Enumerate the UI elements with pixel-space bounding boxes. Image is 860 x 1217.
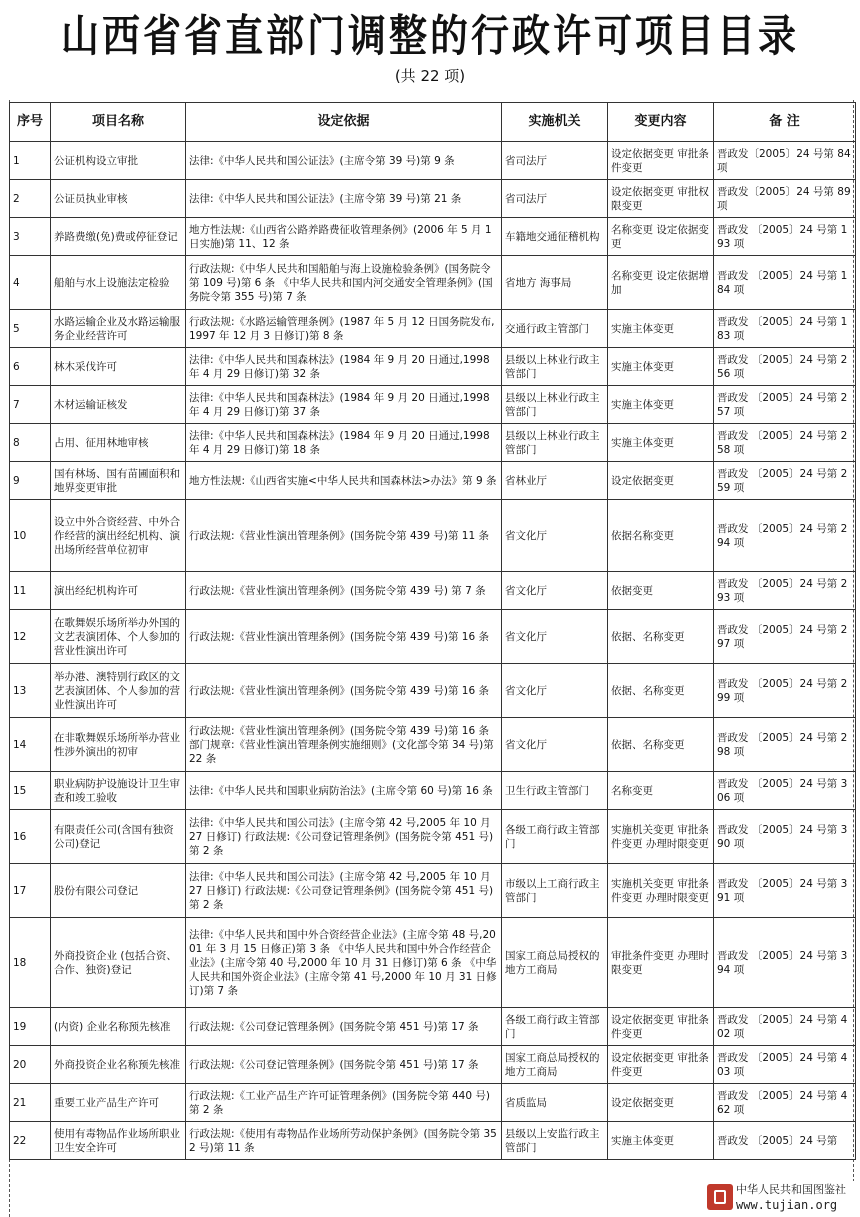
cell-index: 13 <box>10 664 51 718</box>
cell-change: 实施主体变更 <box>608 424 714 462</box>
cell-authority: 各级工商行政主管部门 <box>502 1008 608 1046</box>
cell-index: 18 <box>10 918 51 1008</box>
cell-remark: 晋政发 〔2005〕24 号第 298 项 <box>714 718 856 772</box>
cell-remark: 晋政发 〔2005〕24 号第 403 项 <box>714 1046 856 1084</box>
cell-legal-basis: 行政法规:《使用有毒物品作业场所劳动保护条例》(国务院令第 352 号)第 11 条 <box>186 1122 502 1160</box>
cell-index: 1 <box>10 142 51 180</box>
cell-remark: 晋政发 〔2005〕24 号第 256 项 <box>714 348 856 386</box>
table-row <box>10 718 856 772</box>
cell-index: 10 <box>10 500 51 572</box>
cell-legal-basis: 法律:《中华人民共和国森林法》(1984 年 9 月 20 日通过,1998 年 4 月 29 日修订)第 37 条 <box>186 386 502 424</box>
cell-remark: 晋政发〔2005〕24 号第 89 项 <box>714 180 856 218</box>
table-header-row <box>10 103 856 142</box>
cell-item-name: 在非歌舞娱乐场所举办营业性涉外演出的初审 <box>51 718 186 772</box>
cell-authority: 省地方 海事局 <box>502 256 608 310</box>
cell-change: 设定依据变更 审批权限变更 <box>608 180 714 218</box>
watermark-url: www.tujian.org <box>736 1198 838 1212</box>
cell-change: 实施主体变更 <box>608 1122 714 1160</box>
cell-change: 实施机关变更 审批条件变更 办理时限变更 <box>608 810 714 864</box>
cell-index: 4 <box>10 256 51 310</box>
cell-index: 9 <box>10 462 51 500</box>
table-row <box>10 1046 856 1084</box>
cell-authority: 各级工商行政主管部门 <box>502 810 608 864</box>
cell-legal-basis: 行政法规:《营业性演出管理条例》(国务院令第 439 号) 第 7 条 <box>186 572 502 610</box>
watermark-name: 中华人民共和国图鉴社 <box>736 1183 846 1196</box>
table-row <box>10 1122 856 1160</box>
cell-index: 22 <box>10 1122 51 1160</box>
cell-remark: 晋政发 〔2005〕24 号第 462 项 <box>714 1084 856 1122</box>
cell-authority: 市级以上工商行政主管部门 <box>502 864 608 918</box>
cell-legal-basis: 行政法规:《营业性演出管理条例》(国务院令第 439 号)第 11 条 <box>186 500 502 572</box>
cell-legal-basis: 行政法规:《公司登记管理条例》(国务院令第 451 号)第 17 条 <box>186 1008 502 1046</box>
cell-change: 依据名称变更 <box>608 500 714 572</box>
cell-remark: 晋政发 〔2005〕24 号第 391 项 <box>714 864 856 918</box>
cell-remark: 晋政发 〔2005〕24 号第 183 项 <box>714 310 856 348</box>
permit-table <box>9 102 856 1160</box>
cell-index: 17 <box>10 864 51 918</box>
cell-legal-basis: 地方性法规:《山西省实施<中华人民共和国森林法>办法》第 9 条 <box>186 462 502 500</box>
cell-change: 审批条件变更 办理时限变更 <box>608 918 714 1008</box>
cell-item-name: 重要工业产品生产许可 <box>51 1084 186 1122</box>
cell-index: 3 <box>10 218 51 256</box>
cell-legal-basis: 法律:《中华人民共和国公证法》(主席令第 39 号)第 9 条 <box>186 142 502 180</box>
table-row <box>10 218 856 256</box>
cell-remark: 晋政发 〔2005〕24 号第 297 项 <box>714 610 856 664</box>
cell-index: 16 <box>10 810 51 864</box>
header-index: 序号 <box>10 103 51 142</box>
cell-authority: 交通行政主管部门 <box>502 310 608 348</box>
cell-change: 依据、名称变更 <box>608 718 714 772</box>
table-row <box>10 180 856 218</box>
cell-index: 14 <box>10 718 51 772</box>
cell-authority: 国家工商总局授权的地方工商局 <box>502 1046 608 1084</box>
cell-legal-basis: 法律:《中华人民共和国公证法》(主席令第 39 号)第 21 条 <box>186 180 502 218</box>
header-legal-basis: 设定依据 <box>186 103 502 142</box>
cell-remark: 晋政发 〔2005〕24 号第 <box>714 1122 856 1160</box>
page-title: 山西省省直部门调整的行政许可项目目录 <box>60 10 799 62</box>
cell-index: 8 <box>10 424 51 462</box>
table-row <box>10 572 856 610</box>
cell-authority: 县级以上安监行政主管部门 <box>502 1122 608 1160</box>
cell-legal-basis: 法律:《中华人民共和国公司法》(主席令第 42 号,2005 年 10 月 27 日修订) 行政法规:《公司登记管理条例》(国务院令第 451 号)第 2 条 <box>186 810 502 864</box>
table-row <box>10 610 856 664</box>
cell-legal-basis: 行政法规:《中华人民共和国船舶与海上设施检验条例》(国务院令第 109 号)第 6 条 《中华人民共和国内河交通安全管理条例》(国务院令第 355 号)第 7 条 <box>186 256 502 310</box>
table-row <box>10 1084 856 1122</box>
cell-remark: 晋政发 〔2005〕24 号第 257 项 <box>714 386 856 424</box>
cell-change: 设定依据变更 <box>608 1084 714 1122</box>
cell-legal-basis: 法律:《中华人民共和国森林法》(1984 年 9 月 20 日通过,1998 年 4 月 29 日修订)第 18 条 <box>186 424 502 462</box>
cell-index: 11 <box>10 572 51 610</box>
header-change: 变更内容 <box>608 103 714 142</box>
cell-item-name: 国有林场、国有苗圃面积和地界变更审批 <box>51 462 186 500</box>
cell-item-name: 职业病防护设施设计卫生审查和竣工验收 <box>51 772 186 810</box>
cell-item-name: 外商投资企业名称预先核准 <box>51 1046 186 1084</box>
cell-remark: 晋政发 〔2005〕24 号第 184 项 <box>714 256 856 310</box>
cell-authority: 省质监局 <box>502 1084 608 1122</box>
cell-change: 名称变更 设定依据增加 <box>608 256 714 310</box>
table-row <box>10 664 856 718</box>
cell-remark: 晋政发 〔2005〕24 号第 294 项 <box>714 500 856 572</box>
cell-item-name: 使用有毒物品作业场所职业卫生安全许可 <box>51 1122 186 1160</box>
cell-index: 2 <box>10 180 51 218</box>
cell-item-name: 举办港、澳特别行政区的文艺表演团体、个人参加的营业性演出许可 <box>51 664 186 718</box>
cell-item-name: 股份有限公司登记 <box>51 864 186 918</box>
cell-legal-basis: 法律:《中华人民共和国职业病防治法》(主席令第 60 号)第 16 条 <box>186 772 502 810</box>
cell-authority: 省文化厅 <box>502 718 608 772</box>
cell-index: 5 <box>10 310 51 348</box>
table-row <box>10 810 856 864</box>
cell-index: 21 <box>10 1084 51 1122</box>
cell-authority: 县级以上林业行政主管部门 <box>502 386 608 424</box>
cell-index: 7 <box>10 386 51 424</box>
cell-change: 名称变更 <box>608 772 714 810</box>
cell-item-name: 演出经纪机构许可 <box>51 572 186 610</box>
cell-remark: 晋政发 〔2005〕24 号第 258 项 <box>714 424 856 462</box>
cell-remark: 晋政发 〔2005〕24 号第 394 项 <box>714 918 856 1008</box>
item-count: (共 22 项) <box>394 67 466 85</box>
table-row <box>10 310 856 348</box>
cell-index: 6 <box>10 348 51 386</box>
cell-authority: 国家工商总局授权的地方工商局 <box>502 918 608 1008</box>
cell-item-name: 船舶与水上设施法定检验 <box>51 256 186 310</box>
cell-item-name: 公证员执业审核 <box>51 180 186 218</box>
watermark-logo <box>705 1181 860 1217</box>
cell-authority: 县级以上林业行政主管部门 <box>502 348 608 386</box>
header-authority: 实施机关 <box>502 103 608 142</box>
cell-authority: 省司法厅 <box>502 180 608 218</box>
table-row <box>10 142 856 180</box>
cell-legal-basis: 法律:《中华人民共和国森林法》(1984 年 9 月 20 日通过,1998 年 4 月 29 日修订)第 32 条 <box>186 348 502 386</box>
cell-remark: 晋政发 〔2005〕24 号第 293 项 <box>714 572 856 610</box>
cell-authority: 省文化厅 <box>502 664 608 718</box>
table-row <box>10 386 856 424</box>
cell-legal-basis: 行政法规:《工业产品生产许可证管理条例》(国务院令第 440 号)第 2 条 <box>186 1084 502 1122</box>
cell-remark: 晋政发 〔2005〕24 号第 193 项 <box>714 218 856 256</box>
cell-item-name: 养路费缴(免)费或停征登记 <box>51 218 186 256</box>
cell-item-name: (内资) 企业名称预先核准 <box>51 1008 186 1046</box>
cell-change: 名称变更 设定依据变更 <box>608 218 714 256</box>
cell-index: 15 <box>10 772 51 810</box>
cell-change: 设定依据变更 审批条件变更 <box>608 142 714 180</box>
table-row <box>10 500 856 572</box>
cell-item-name: 木材运输证核发 <box>51 386 186 424</box>
table-row <box>10 256 856 310</box>
cell-authority: 省司法厅 <box>502 142 608 180</box>
cell-change: 实施主体变更 <box>608 310 714 348</box>
table-row <box>10 462 856 500</box>
cell-index: 20 <box>10 1046 51 1084</box>
table-row <box>10 918 856 1008</box>
cell-remark: 晋政发 〔2005〕24 号第 306 项 <box>714 772 856 810</box>
cell-legal-basis: 行政法规:《公司登记管理条例》(国务院令第 451 号)第 17 条 <box>186 1046 502 1084</box>
cell-authority: 县级以上林业行政主管部门 <box>502 424 608 462</box>
cell-legal-basis: 行政法规:《水路运输管理条例》(1987 年 5 月 12 日国务院发布,1997 年 12 月 3 日修订)第 8 条 <box>186 310 502 348</box>
cell-authority: 省文化厅 <box>502 572 608 610</box>
table-row <box>10 772 856 810</box>
cell-change: 实施主体变更 <box>608 386 714 424</box>
cell-change: 实施主体变更 <box>608 348 714 386</box>
cell-remark: 晋政发 〔2005〕24 号第 259 项 <box>714 462 856 500</box>
cell-remark: 晋政发 〔2005〕24 号第 402 项 <box>714 1008 856 1046</box>
cell-index: 12 <box>10 610 51 664</box>
table-row <box>10 348 856 386</box>
cell-authority: 车籍地交通征稽机构 <box>502 218 608 256</box>
cell-change: 依据、名称变更 <box>608 610 714 664</box>
cell-item-name: 外商投资企业 (包括合资、合作、独资)登记 <box>51 918 186 1008</box>
cell-legal-basis: 行政法规:《营业性演出管理条例》(国务院令第 439 号)第 16 条 部门规章:《营业性演出管理条例实施细则》(文化部令第 34 号)第 22 条 <box>186 718 502 772</box>
cell-change: 依据变更 <box>608 572 714 610</box>
cell-remark: 晋政发 〔2005〕24 号第 390 项 <box>714 810 856 864</box>
header-remark: 备 注 <box>714 103 856 142</box>
cell-authority: 省林业厅 <box>502 462 608 500</box>
cell-authority: 省文化厅 <box>502 500 608 572</box>
cell-change: 设定依据变更 审批条件变更 <box>608 1046 714 1084</box>
cell-change: 设定依据变更 <box>608 462 714 500</box>
table-row <box>10 864 856 918</box>
cell-item-name: 在歌舞娱乐场所举办外国的文艺表演团体、个人参加的营业性演出许可 <box>51 610 186 664</box>
table-row <box>10 424 856 462</box>
cell-authority: 卫生行政主管部门 <box>502 772 608 810</box>
cell-remark: 晋政发 〔2005〕24 号第 299 项 <box>714 664 856 718</box>
cell-item-name: 公证机构设立审批 <box>51 142 186 180</box>
cell-legal-basis: 行政法规:《营业性演出管理条例》(国务院令第 439 号)第 16 条 <box>186 610 502 664</box>
cell-change: 实施机关变更 审批条件变更 办理时限变更 <box>608 864 714 918</box>
cell-item-name: 设立中外合资经营、中外合作经营的演出经纪机构、演出场所经营单位初审 <box>51 500 186 572</box>
cell-change: 依据、名称变更 <box>608 664 714 718</box>
cell-item-name: 占用、征用林地审核 <box>51 424 186 462</box>
cell-legal-basis: 行政法规:《营业性演出管理条例》(国务院令第 439 号)第 16 条 <box>186 664 502 718</box>
cell-legal-basis: 法律:《中华人民共和国公司法》(主席令第 42 号,2005 年 10 月 27 日修订) 行政法规:《公司登记管理条例》(国务院令第 451 号)第 2 条 <box>186 864 502 918</box>
cell-legal-basis: 法律:《中华人民共和国中外合资经营企业法》(主席令第 48 号,2001 年 3 月 15 日修正)第 3 条 《中华人民共和国中外合作经营企业法》(主席令第 40 号,2000 年 10 月 31 日修订)第 6 条 《中华人民共和国外资企业法》(主席令第 41 号,2000 年 10 月 31 日修订)第 7 条 <box>186 918 502 1008</box>
book-icon <box>707 1184 733 1210</box>
cell-item-name: 有限责任公司(含国有独资公司)登记 <box>51 810 186 864</box>
cell-item-name: 林木采伐许可 <box>51 348 186 386</box>
cell-change: 设定依据变更 审批条件变更 <box>608 1008 714 1046</box>
cell-authority: 省文化厅 <box>502 610 608 664</box>
table-row <box>10 1008 856 1046</box>
cell-index: 19 <box>10 1008 51 1046</box>
cell-legal-basis: 地方性法规:《山西省公路养路费征收管理条例》(2006 年 5 月 1 日实施)第 11、12 条 <box>186 218 502 256</box>
cell-remark: 晋政发〔2005〕24 号第 84 项 <box>714 142 856 180</box>
header-item-name: 项目名称 <box>51 103 186 142</box>
cell-item-name: 水路运输企业及水路运输服务企业经营许可 <box>51 310 186 348</box>
